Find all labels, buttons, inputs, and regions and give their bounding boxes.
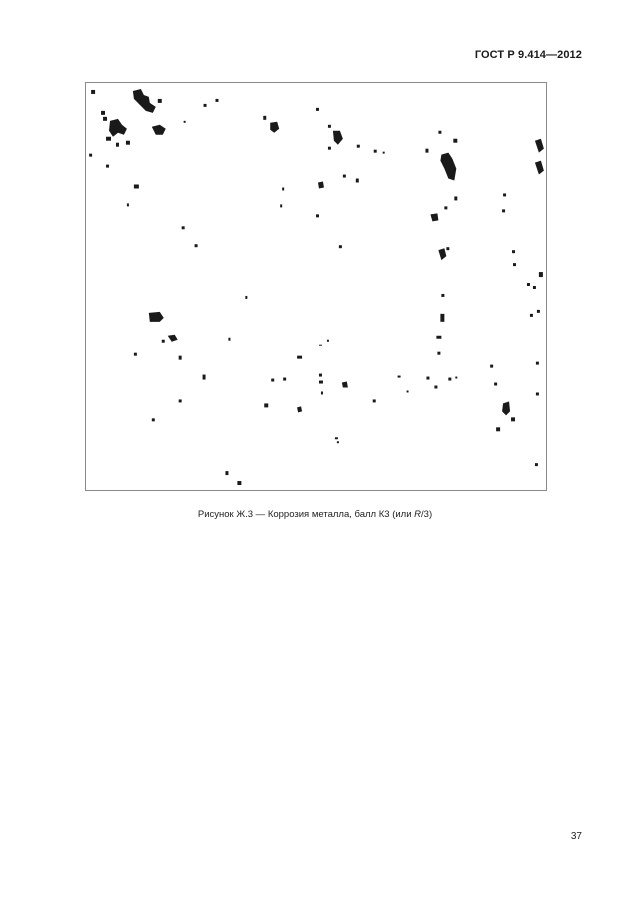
corrosion-figure bbox=[85, 82, 547, 491]
figure-caption bbox=[0, 509, 630, 520]
corrosion-spots-illustration bbox=[86, 83, 546, 490]
figure-caption-italic: R bbox=[414, 509, 422, 520]
figure-caption-text: Рисунок Ж.3 — Коррозия металла, балл К3 (или bbox=[197, 509, 415, 520]
document-standard-code: ГОСТ Р 9.414—2012 bbox=[474, 49, 582, 61]
page-number: 37 bbox=[570, 831, 582, 842]
figure-caption-tail: /3) bbox=[421, 509, 433, 520]
